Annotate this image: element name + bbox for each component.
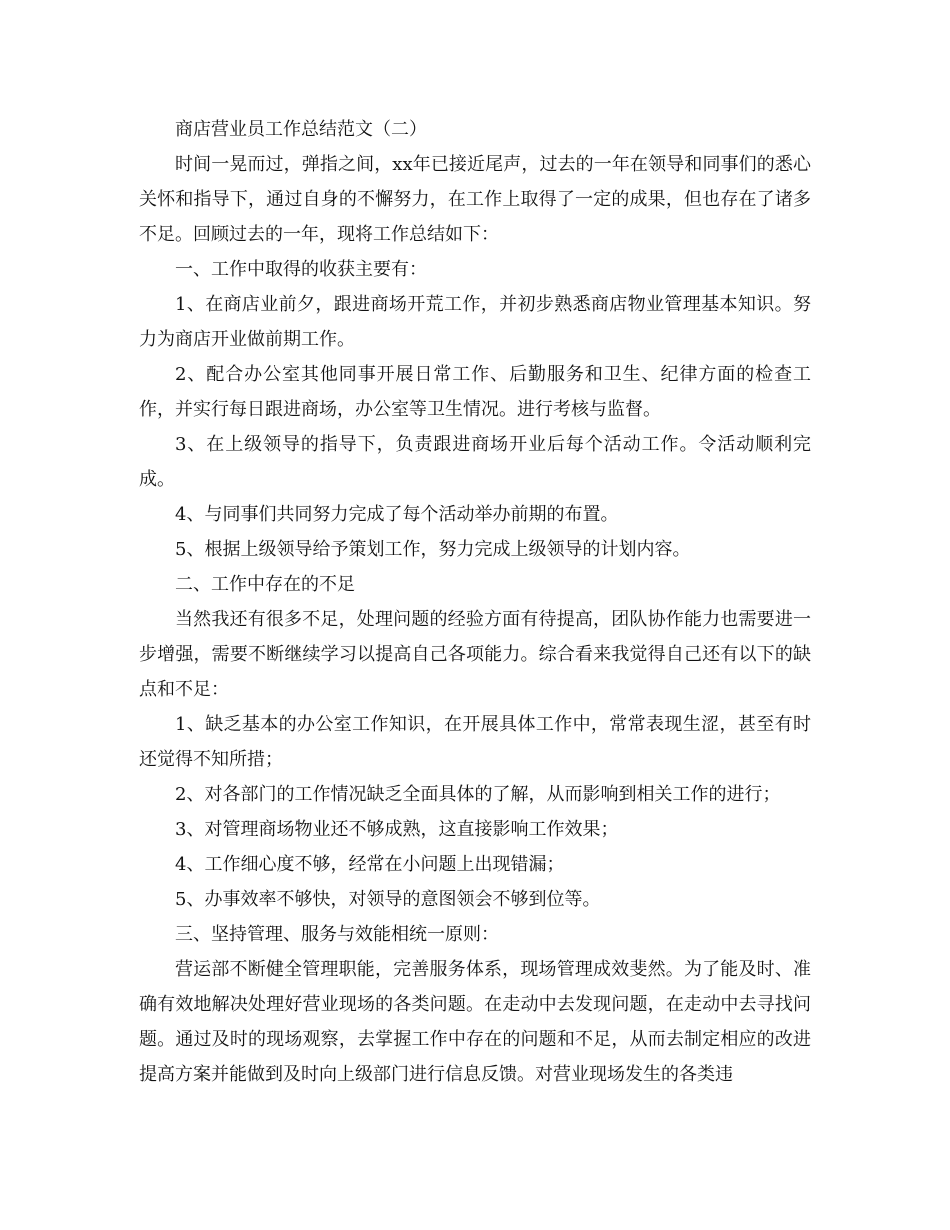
shortcomings-paragraph: 当然我还有很多不足，处理问题的经验方面有待提高，团队协作能力也需要进一步增强，需要不断继续学习以提高自己各项能力。综合看来我觉得自己还有以下的缺点和不足： [139,609,811,700]
list-item: 4、工作细心度不够，经常在小问题上出现错漏； [175,854,565,875]
intro-paragraph: 时间一晃而过，弹指之间，xx年已接近尾声，过去的一年在领导和同事们的悉心关怀和指导下，通过自身的不懈努力，在工作上取得了一定的成果，但也存在了诸多不足。回顾过去的一年，现将工作总结如下： [139,154,811,245]
list-item: 2、对各部门的工作情况缺乏全面具体的了解，从而影响到相关工作的进行； [175,784,781,805]
list-item: 4、与同事们共同努力完成了每个活动举办前期的布置。 [175,504,619,525]
section-heading-shortcomings: 二、工作中存在的不足 [175,574,355,595]
section-heading-gains: 一、工作中取得的收获主要有： [175,259,427,280]
section-heading-principle: 三、坚持管理、服务与效能相统一原则： [175,924,499,945]
document-body [139,112,811,1092]
list-item: 5、根据上级领导给予策划工作，努力完成上级领导的计划内容。 [175,539,691,560]
list-item: 3、在上级领导的指导下，负责跟进商场开业后每个活动工作。令活动顺利完成。 [139,434,811,490]
list-item: 2、配合办公室其他同事开展日常工作、后勤服务和卫生、纪律方面的检查工作，并实行每日跟进商场，办公室等卫生情况。进行考核与监督。 [139,364,811,420]
document-title: 商店营业员工作总结范文（二） [175,119,427,140]
operations-paragraph: 营运部不断健全管理职能，完善服务体系，现场管理成效斐然。为了能及时、准确有效地解决处理好营业现场的各类问题。在走动中去发现问题，在走动中去寻找问题。通过及时的现场观察，去掌握工作中存在的问题和不足，从而去制定相应的改进提高方案并能做到及时向上级部门进行信息反馈。对营业现场发生的各类违 [139,959,811,1085]
list-item: 3、对管理商场物业还不够成熟，这直接影响工作效果； [175,819,619,840]
list-item: 1、缺乏基本的办公室工作知识，在开展具体工作中，常常表现生涩，甚至有时还觉得不知所措； [139,714,811,770]
list-item: 1、在商店业前夕，跟进商场开荒工作，并初步熟悉商店物业管理基本知识。努力为商店开业做前期工作。 [139,294,811,350]
list-item: 5、办事效率不够快，对领导的意图领会不够到位等。 [175,889,601,910]
